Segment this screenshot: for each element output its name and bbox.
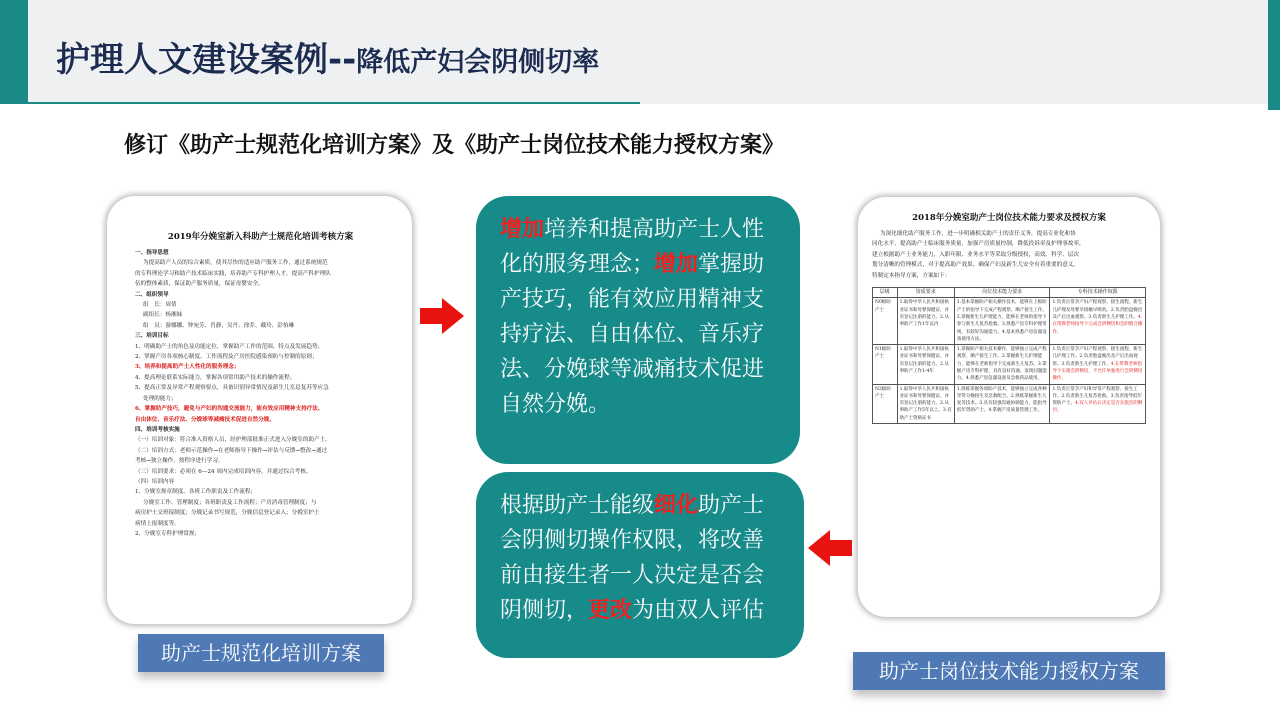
document-line: 处理的能力； [143,395,177,402]
permission-text: 1.负责正常孕产妇产程观察、接生流程，新生儿护理工作。2.负责胎盘娩出及产后出血观察。3.负责新生儿护理工作。 [1052,347,1143,367]
title-separator: -- [328,40,357,80]
document-line: （一）培训对象：符合准入资格人员，经护理部批准正式进入分娩室的助产士。 [135,437,331,444]
permission-text: 1.负责正常孕产妇和异常产程观察、接生工作。2.负责新生儿复苏抢救。3.负责指导低年资助产士。 [1052,386,1143,407]
table-cell-qual: 1.取得中华人民共和国执业证书和母婴保健证，并有登记注册的能力。2.从事助产工作1-4年 [897,345,954,384]
permission-highlight: 4.在带教老师指导下完成会阴侧切和会阴缝合操作。 [1052,314,1143,335]
document-line: 组 员：游娜娜、钟宛芳、肖静、吴丹、徐乔、戴玲、彭怡琳 [143,322,295,329]
highlight-increase: 增加 [500,217,545,242]
document-line: 2、分娩室专科护理常规； [135,530,201,537]
permission-text: 1.负责正常孕产妇产程观察、接生流程，新生儿护理及母婴早接触早吸吮。2.负责胎盘娩出及产后出血观察。3.负责新生儿护理工作。 [1052,300,1143,320]
authorization-table [872,287,1146,424]
document-line: 三、培训目标 [135,333,169,340]
document-line: 伍的整体素质，保证助产服务质量，保证母婴安全。 [135,281,264,288]
permission-highlight: 4.双人评估后决定是否实施会阴侧切。 [1052,401,1143,414]
training-plan-body [135,248,386,539]
table-cell-ability: 1.熟练掌握各项助产技术，能够独立完成各种异常分娩接生及急救配合。2.熟练掌握新生儿复苏技术。3.具有较强沟通协调能力，能指导低年资助产士。4.掌握产房质量管理工作。 [954,384,1050,423]
table-cell-level: N2级助产士 [873,384,898,423]
document-line: 3、培养和提高助产士人性化的服务理念； [135,364,240,371]
highlight-refine: 细化 [654,493,699,518]
title-underline [28,102,640,104]
document-line: 一、指导思想 [135,250,169,256]
table-row [873,298,1146,345]
box-text: 培养和提高助产士人性化的服务理念； [500,217,765,277]
document-line: 5、提高正常及异常产程观察要点，具备识别异常情况及新生儿室息复苏等应急 [135,385,329,392]
document-line: 特制定本指导方案，方案如下： [872,272,951,279]
box-text: 掌握助产技巧，能有效应用精神支持疗法、自由体位、音乐疗法、分娩球等减痛技术促进自然分娩。 [500,252,765,417]
box-text: 为由双人评估 [632,598,765,623]
table-cell-ability: 1.掌握助产相关技术操作，能够独立完成产程观察，顺产接生工作。2.掌握新生儿护理能力，能够在老师指导下完成新生儿复苏。3.掌握产房专科护理，具有良好沟通、发现问题能力。4.熟悉产房仪器设备及急救药品使用。 [954,345,1050,384]
right-accent-bar [1268,0,1280,110]
improvement-box-training [476,196,800,464]
table-row [873,384,1146,423]
box-text: 根据助产士能级 [500,493,655,518]
title-accent-bar [0,0,28,104]
table-cell-level: N1级助产士 [873,345,898,384]
table-cell-perm [1050,345,1146,384]
document-line: 组 长：周倩 [143,302,177,309]
table-cell-qual: 1.取得中华人民共和国执业证书和母婴保健证，并有登记注册的能力。2.从事助产工作5年以上。3.有助产士资格证书 [897,384,954,423]
table-row [873,345,1146,384]
document-line: 考核→独立操作，按程序进行学习。 [135,458,224,465]
table-header: 层级 [873,288,898,298]
authorization-plan-document [858,197,1160,617]
document-line: 建立根据助产士业务能力，入职年限、业务水平等采取分级授权，高效、科学、层次 [872,251,1079,258]
permission-highlight: 4.在带教老师指导下实施会阴侧切，不允许单独进行会阴侧切操作。 [1052,361,1143,382]
document-line: （二）培训方式：老师示范操作→在老师指导下操作→评估与反馈→整改→通过 [135,447,328,454]
document-line: 为提高助产人员的综合素质，使其尽快的适应助产服务工作，通过系统规范 [143,260,328,267]
document-line: 1、明确助产士的角色及功能定位，掌握助产工作的范围、特点及发展趋势； [135,343,324,350]
table-header: 岗位技术能力要求 [954,288,1050,298]
document-line: 副组长：杨湘妹 [143,312,183,319]
table-cell-level: N0级助产士 [873,298,898,345]
title-subtitle: 降低产妇会阴侧切率 [356,47,600,78]
document-line: 同化水平，提高助产士临床服务质量，加强产房质量控制，降低投诉率及护理事故率， [872,241,1085,248]
document-line: 的专科理论学习和助产技术临床实践，培养助产专科护理人才，提高产科护理队 [135,270,331,277]
document-line: 4、提高理论联系实际能力，掌握各项常用助产技术的操作流程； [135,374,296,381]
document-line: （三）培训要求：必须在 6—24 周内完成培训内容，并通过综合考核。 [135,468,312,475]
arrow-left-icon [808,530,852,566]
authorization-plan-intro [872,229,1146,281]
training-plan-title: 2019年分娩室新入科助产士规范化培训考核方案 [167,232,354,242]
improvement-box-authorization [476,472,804,658]
document-line: 自由体位、音乐疗法、分娩球等减痛技术促进自然分娩。 [135,416,275,423]
document-line: 2、掌握产房各项核心制度、工作流程及产房医院感染预防与控制的原则； [135,354,318,361]
authorization-plan-title: 2018年分娩室助产士岗位技术能力要求及授权方案 [912,213,1106,223]
highlight-change: 更改 [588,598,633,623]
table-cell-ability: 1.基本掌握助产相关操作技术，能够在上级助产士的指导下完成产程观察、顺产接生工作。2.掌握新生儿护理能力，能够在老师的指导下参与新生儿复苏抢救。3.熟悉产房专科护理常规，有较好沟通能力。4.基本熟悉产房仪器设备使用方法。 [954,298,1050,345]
document-line: 6、掌握助产技巧，避免与产妇的沟通交流能力，能有效应用精神支持疗法、 [135,406,324,413]
title-main: 护理人文建设案例 [56,40,328,80]
document-line: 病房护士交班接制度；分娩记录书写规范，分娩信息登记录入；分娩室护士 [135,510,320,517]
table-cell-perm [1050,384,1146,423]
table-header: 专科技术操作权限 [1050,288,1146,298]
box-text: 助产士会阴侧切操作权限，将改善前由接生者一人决定是否会阴侧切， [500,493,765,623]
document-line: 为深化细化助产服务工作，进一步明确相关助产士的责任义务，提高专业化和协 [880,231,1076,237]
slide-subtitle: 修订《助产士规范化培训方案》及《助产士岗位技术能力授权方案》 [124,133,785,158]
document-line: 病情上报制度等。 [135,520,180,527]
table-header-row [873,288,1146,298]
arrow-right-icon [420,298,464,334]
table-header: 资质要求 [897,288,954,298]
document-line: 1、分娩室规章制度、各班工作职责及工作流程； [135,489,257,496]
page-title [56,32,599,81]
training-plan-document [107,196,412,624]
document-line: 四、培训考核实施 [135,426,180,433]
table-cell-perm [1050,298,1146,345]
document-line: 划分清晰的管理模式，对于提高助产效果、确保产妇及新生儿安全有着重要的意义。 [872,262,1079,269]
document-line: （四）培训内容 [135,478,175,485]
highlight-increase: 增加 [654,252,699,277]
document-line: 分娩室工作、管理制度；各班职责及工作流程；产房消毒管理制度；与 [143,499,317,506]
authorization-plan-caption: 助产士岗位技术能力授权方案 [853,652,1165,690]
document-line: 二、组织领导 [135,291,169,298]
table-cell-qual: 1.取得中华人民共和国执业证书和母婴保健证，并有登记注册的能力。2.从事助产工作1年以内 [897,298,954,345]
training-plan-caption: 助产士规范化培训方案 [138,634,384,672]
